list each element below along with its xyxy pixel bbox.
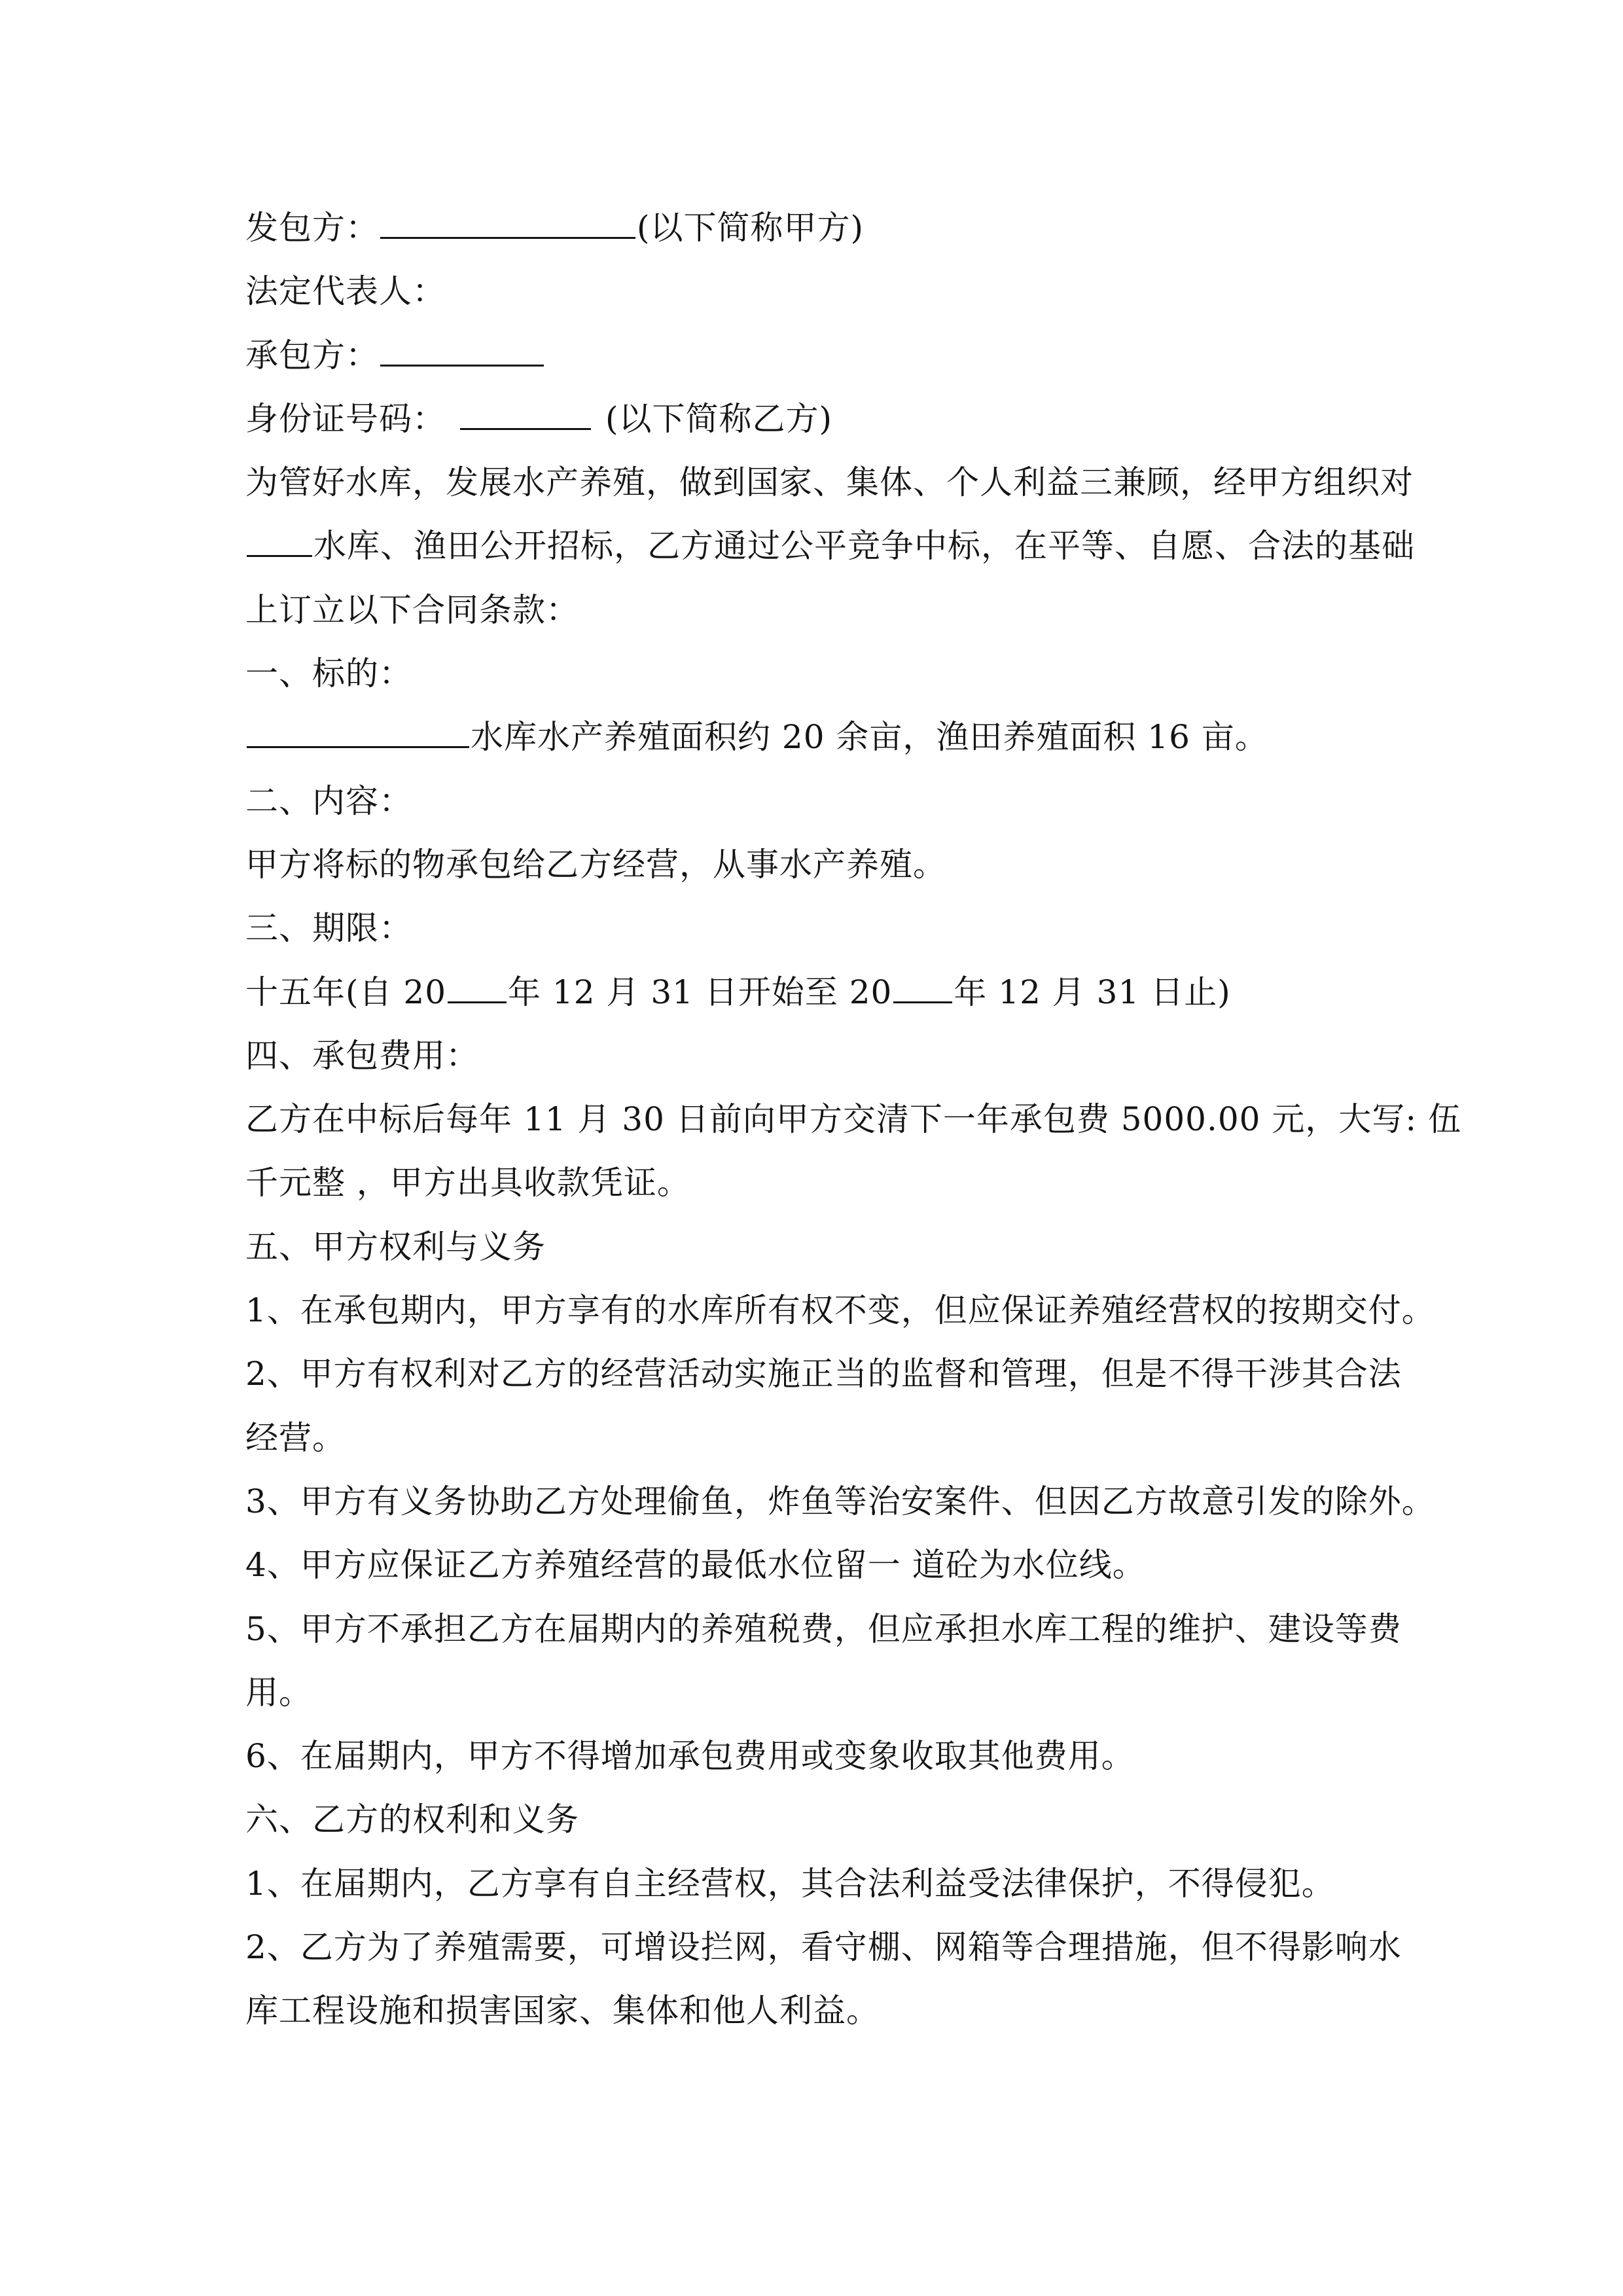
contractor-blank [380, 334, 544, 367]
section-5-item-1-text: 1、在承包期内，甲方享有的水库所有权不变，但应保证养殖经营权的按期交付。 [245, 1291, 1435, 1330]
section-1-text: 水库水产养殖面积约 20 余亩，渔田养殖面积 16 亩。 [471, 718, 1268, 757]
section-6-item-2-text-cont: 库工程设施和损害国家、集体和他人利益。 [245, 1992, 880, 2030]
section-4-text-2: 千元整 ，甲方出具收款凭证。 [245, 1164, 690, 1202]
section-5-item-6 [245, 1725, 1410, 1788]
section-4-text-1: 乙方在中标后每年 11 月 30 日前向甲方交清下一年承包费 5000.00 元，大写: 伍 [245, 1100, 1462, 1139]
subject-blank [247, 716, 469, 748]
section-4-body-1 [245, 1088, 1462, 1151]
section-6-title: 六、乙方的权利和义务 [245, 1801, 579, 1839]
section-4-title: 四、承包费用： [245, 1036, 479, 1075]
preamble-text-1: 为管好水库，发展水产养殖，做到国家、集体、个人利益三兼顾，经甲方组织对 [245, 463, 1414, 502]
section-5-heading [245, 1215, 1410, 1279]
section-1-title: 一、标的： [245, 655, 412, 693]
end-year-blank [893, 971, 952, 1003]
section-5-item-2 [245, 1342, 1410, 1406]
legal-representative-line [245, 260, 1410, 323]
section-5-item-4-text: 4、甲方应保证乙方养殖经营的最低水位留一 道砼为水位线。 [245, 1546, 1146, 1585]
id-number-line [245, 387, 1410, 451]
term-text-middle: 年 12 月 31 日开始至 20 [508, 973, 893, 1011]
preamble-line-3 [245, 579, 1410, 642]
section-4-heading [245, 1024, 1410, 1088]
section-1-heading [245, 642, 1410, 706]
contracting-party-label: 发包方： [245, 209, 379, 247]
section-6-heading [245, 1788, 1410, 1852]
legal-representative-label: 法定代表人： [245, 272, 446, 311]
reservoir-name-blank [247, 525, 312, 557]
section-5-item-6-text: 6、在届期内，甲方不得增加承包费用或变象收取其他费用。 [245, 1737, 1135, 1776]
contracting-party-blank [380, 207, 635, 239]
section-5-item-2-text: 2、甲方有权利对乙方的经营活动实施正当的监督和管理，但是不得干涉其合法 [245, 1355, 1402, 1393]
section-5-item-5-cont [245, 1661, 1410, 1725]
section-6-item-1 [245, 1852, 1410, 1916]
section-4-body-2 [245, 1151, 1410, 1215]
section-3-title: 三、期限： [245, 909, 412, 948]
section-5-item-2-cont [245, 1407, 1410, 1470]
preamble-text-3: 上订立以下合同条款： [245, 590, 579, 629]
section-2-title: 二、内容： [245, 781, 412, 820]
section-2-text: 甲方将标的物承包给乙方经营，从事水产养殖。 [245, 845, 946, 884]
section-5-item-1 [245, 1279, 1435, 1342]
section-5-title: 五、甲方权利与义务 [245, 1227, 546, 1266]
section-6-item-2-text: 2、乙方为了养殖需要，可增设拦网，看守棚、网箱等合理措施，但不得影响水 [245, 1928, 1402, 1967]
section-2-body [245, 833, 1410, 897]
section-3-body [245, 961, 1410, 1024]
contractor-line [245, 324, 1410, 387]
contract-body [245, 196, 1462, 2043]
term-text-end: 年 12 月 31 日止) [954, 973, 1231, 1011]
party-b-abbreviation: (以下简称乙方) [605, 399, 833, 438]
contractor-label: 承包方： [245, 336, 379, 374]
section-5-item-2-text-cont: 经营。 [245, 1418, 346, 1457]
section-5-item-5 [245, 1598, 1410, 1661]
contracting-party-line [245, 196, 1410, 260]
section-2-heading [245, 770, 1410, 833]
section-5-item-5-text: 5、甲方不承担乙方在届期内的养殖税费，但应承担水库工程的维护、建设等费 [245, 1609, 1402, 1648]
section-6-item-2 [245, 1916, 1410, 1979]
section-6-item-1-text: 1、在届期内，乙方享有自主经营权，其合法利益受法律保护，不得侵犯。 [245, 1864, 1335, 1903]
preamble-line-1 [245, 451, 1414, 514]
id-number-label: 身份证号码： [245, 399, 446, 438]
section-5-item-4 [245, 1534, 1410, 1597]
section-1-body [245, 706, 1410, 769]
section-5-item-5-text-cont: 用。 [245, 1673, 312, 1712]
section-6-item-2-cont [245, 1979, 1410, 2043]
section-5-item-3-text: 3、甲方有义务协助乙方处理偷鱼，炸鱼等治安案件、但因乙方故意引发的除外。 [245, 1482, 1435, 1520]
id-number-blank [460, 398, 591, 430]
preamble-line-2 [245, 514, 1415, 578]
preamble-text-2: 水库、渔田公开招标，乙方通过公平竞争中标，在平等、自愿、合法的基础 [313, 527, 1415, 565]
section-3-heading [245, 897, 1410, 960]
term-text-start: 十五年(自 20 [245, 973, 447, 1011]
section-5-item-3 [245, 1470, 1435, 1534]
party-a-abbreviation: (以下简称甲方) [637, 209, 865, 247]
start-year-blank [448, 971, 507, 1003]
